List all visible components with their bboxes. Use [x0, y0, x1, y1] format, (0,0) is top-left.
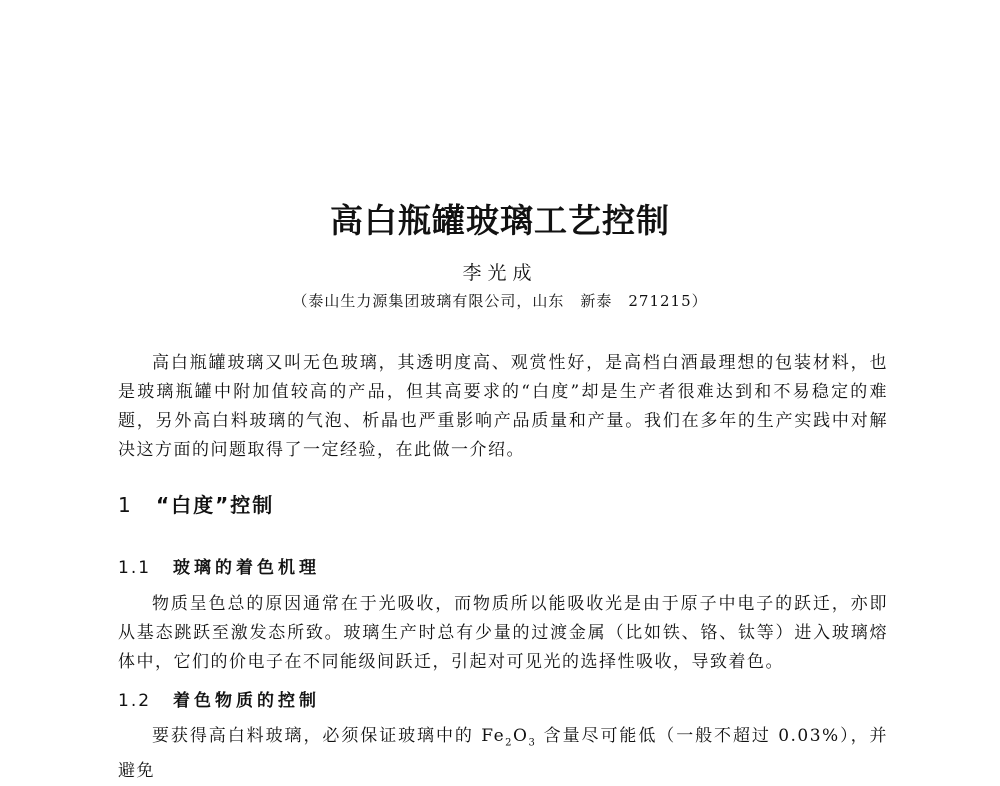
article-title: 高白瓶罐玻璃工艺控制 — [330, 201, 670, 240]
colorant-control-paragraph — [118, 722, 888, 786]
author-affiliation: （泰山生力源集团玻璃有限公司，山东 新泰 271215） — [292, 292, 708, 310]
section-heading-1 — [118, 489, 274, 518]
subsection-title: 玻璃的着色机理 — [173, 558, 320, 578]
author-name: 李光成 — [462, 262, 538, 284]
subsection-number: 1.2 — [118, 691, 152, 711]
section-number: 1 — [118, 493, 133, 517]
subsection-title: 着色物质的控制 — [173, 691, 320, 711]
section-title: “白度”控制 — [156, 493, 275, 517]
coloring-mechanism-paragraph: 物质呈色总的原因通常在于光吸收，而物质所以能吸收光是由于原子中电子的跃迁，亦即从基态跳跃至激发态所致。玻璃生产时总有少量的过渡金属（比如铁、铬、钛等）进入玻璃熔体中，它们的价电子在不同能级间跃迁，引起对可见光的选择性吸收，导致着色。 — [118, 594, 888, 672]
subsection-number: 1.1 — [118, 558, 152, 578]
intro-paragraph: 高白瓶罐玻璃又叫无色玻璃，其透明度高、观赏性好，是高档白酒最理想的包装材料，也是玻璃瓶罐中附加值较高的产品，但其高要求的“白度”却是生产者很难达到和不易稳定的难题，另外高白料玻璃的气泡、析晶也严重影响产品质量和产量。我们在多年的生产实践中对解决这方面的问题取得了一定经验，在此做一介绍。 — [118, 353, 888, 460]
subsection-heading-1-1 — [118, 553, 320, 578]
subsection-heading-1-2 — [118, 686, 320, 711]
paragraph-text: 含量尽可能低（一般不超过 0.03%），并避免 — [118, 726, 889, 782]
paragraph-text: 要获得高白料玻璃，必须保证玻璃中的 — [152, 726, 482, 746]
chem-formula-fe2o3: $Fe_2O_3$ — [481, 726, 537, 749]
